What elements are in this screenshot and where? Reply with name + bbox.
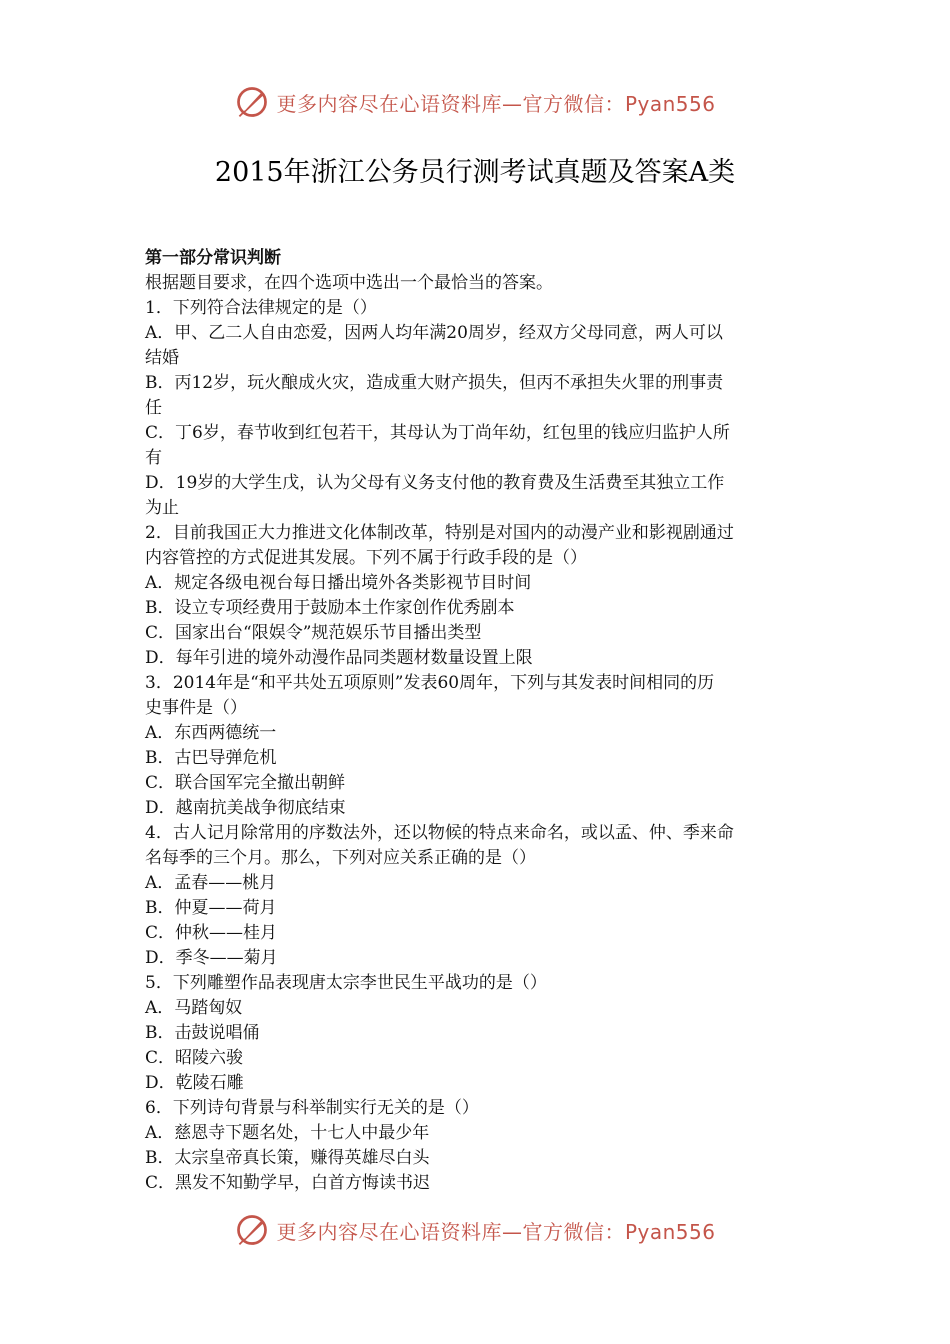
text-line: C．黑发不知勤学早，白首方悔读书迟 — [145, 1173, 431, 1193]
text-line: A．规定各级电视台每日播出境外各类影视节目时间 — [145, 573, 532, 593]
text-line: D．每年引进的境外动漫作品同类题材数量设置上限 — [145, 648, 533, 668]
text-line: B．古巴导弹危机 — [145, 748, 277, 768]
watermark-text: 更多内容尽在心语资料库—官方微信：Pyan556 — [276, 1219, 716, 1244]
text-line: A．甲、乙二人自由恋爱，因两人均年满20周岁，经双方父母同意，两人可以 — [145, 323, 723, 343]
text-line: C．丁6岁，春节收到红包若干，其母认为丁尚年幼，红包里的钱应归监护人所 — [145, 423, 730, 443]
document-body — [145, 246, 810, 1196]
text-line: B．击鼓说唱俑 — [145, 1023, 260, 1043]
text-line: D．19岁的大学生戊，认为父母有义务支付他的教育费及生活费至其独立工作 — [145, 473, 725, 493]
text-line: 1．下列符合法律规定的是（） — [145, 298, 377, 318]
question-list — [145, 296, 810, 1196]
text-line: 有 — [145, 448, 162, 468]
text-line: A．马踏匈奴 — [145, 998, 243, 1018]
text-line: A．东西两德统一 — [145, 723, 277, 743]
section-heading: 第一部分常识判断 — [145, 248, 281, 268]
text-line: B．设立专项经费用于鼓励本土作家创作优秀剧本 — [145, 598, 515, 618]
text-line: C．国家出台“限娱令”规范娱乐节目播出类型 — [145, 623, 482, 643]
text-line: 结婚 — [145, 348, 179, 368]
text-line: D．越南抗美战争彻底结束 — [145, 798, 346, 818]
text-line: 史事件是（） — [145, 698, 247, 718]
watermark-banner-bottom — [0, 1210, 950, 1250]
text-line: B．丙12岁，玩火酿成火灾，造成重大财产损失，但丙不承担失火罪的刑事责 — [145, 373, 724, 393]
text-line: D．乾陵石雕 — [145, 1073, 244, 1093]
text-line: 名每季的三个月。那么，下列对应关系正确的是（） — [145, 848, 536, 868]
document-title: 2015年浙江公务员行测考试真题及答案A类 — [214, 157, 736, 188]
text-line: B．太宗皇帝真长策，赚得英雄尽白头 — [145, 1148, 430, 1168]
watermark-text: 更多内容尽在心语资料库—官方微信：Pyan556 — [276, 91, 716, 116]
text-line: D．季冬——菊月 — [145, 948, 278, 968]
quill-logo-icon — [234, 1212, 270, 1248]
quill-logo-icon — [234, 84, 270, 120]
text-line: A．孟春——桃月 — [145, 873, 277, 893]
text-line: A．慈恩寺下题名处，十七人中最少年 — [145, 1123, 430, 1143]
text-line: 内容管控的方式促进其发展。下列不属于行政手段的是（） — [145, 548, 587, 568]
text-line: 2．目前我国正大力推进文化体制改革，特别是对国内的动漫产业和影视剧通过 — [145, 523, 734, 543]
text-line: 6．下列诗句背景与科举制实行无关的是（） — [145, 1098, 479, 1118]
text-line: C．仲秋——桂月 — [145, 923, 278, 943]
text-line: C．昭陵六骏 — [145, 1048, 244, 1068]
text-line: 3．2014年是“和平共处五项原则”发表60周年，下列与其发表时间相同的历 — [145, 673, 715, 693]
text-line: 为止 — [145, 498, 179, 518]
text-line: C．联合国军完全撤出朝鲜 — [145, 773, 346, 793]
text-line: 任 — [145, 398, 162, 418]
instruction-text: 根据题目要求，在四个选项中选出一个最恰当的答案。 — [145, 273, 553, 293]
text-line: B．仲夏——荷月 — [145, 898, 277, 918]
text-line: 4．古人记月除常用的序数法外，还以物候的特点来命名，或以孟、仲、季来命 — [145, 823, 734, 843]
watermark-banner-top — [0, 82, 950, 122]
text-line: 5．下列雕塑作品表现唐太宗李世民生平战功的是（） — [145, 973, 547, 993]
